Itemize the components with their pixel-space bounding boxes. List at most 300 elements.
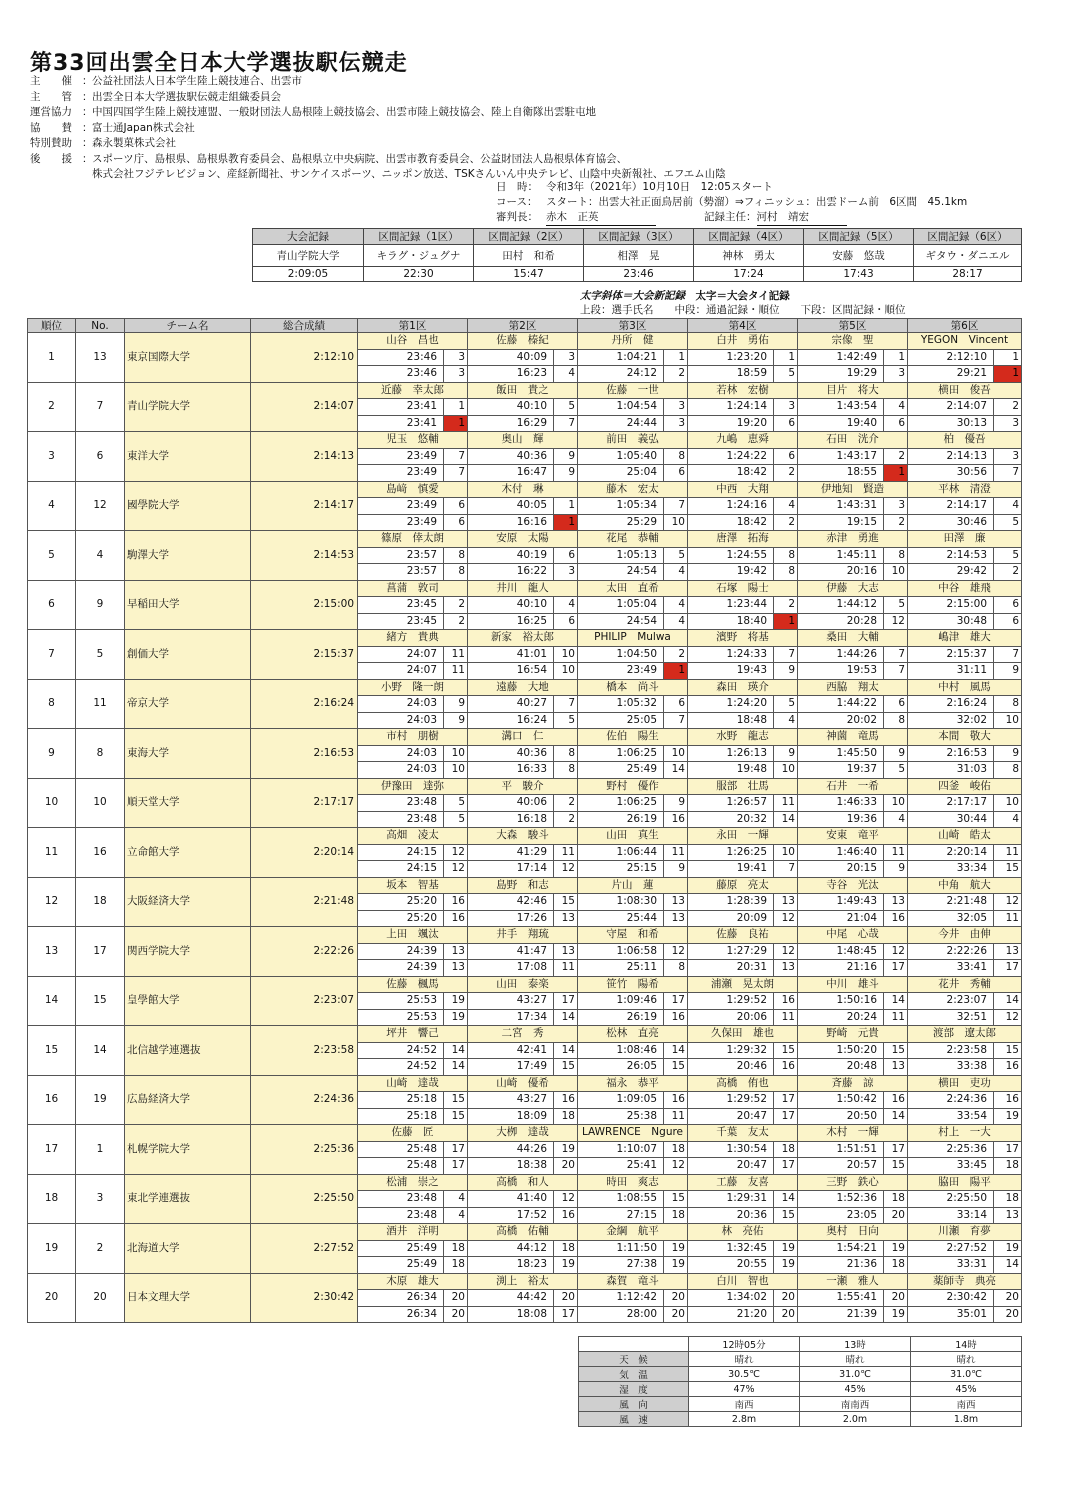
leg-position: 18 xyxy=(884,1257,908,1274)
split-time: 1:26:25 xyxy=(688,844,774,861)
split-position: 11 xyxy=(664,844,688,861)
split-position: 7 xyxy=(884,646,908,663)
runner-name: 新家 裕太郎 xyxy=(468,630,578,647)
leg-time: 30:56 xyxy=(908,465,994,482)
split-position: 9 xyxy=(994,745,1022,762)
leg-position: 13 xyxy=(994,1207,1022,1224)
split-time: 24:03 xyxy=(358,696,444,713)
split-position: 3 xyxy=(554,349,578,366)
leg-time: 23:48 xyxy=(358,1207,444,1224)
split-time: 2:14:53 xyxy=(908,547,994,564)
rank-cell: 5 xyxy=(28,531,76,581)
weather-label: 風 向 xyxy=(579,1397,689,1412)
split-time: 1:43:31 xyxy=(798,498,884,515)
split-position: 4 xyxy=(994,498,1022,515)
split-time: 1:10:07 xyxy=(578,1141,664,1158)
split-time: 1:45:11 xyxy=(798,547,884,564)
split-time: 41:01 xyxy=(468,646,554,663)
split-time: 23:48 xyxy=(358,1191,444,1208)
split-position: 10 xyxy=(554,646,578,663)
weather-value: 南西 xyxy=(689,1397,800,1412)
bib-number-cell: 15 xyxy=(76,976,125,1026)
table-row xyxy=(28,927,1022,944)
leg-time: 32:05 xyxy=(908,910,994,927)
leg-position: 6 xyxy=(664,465,688,482)
organizer-row xyxy=(30,74,726,90)
organizer-label: 後 援 xyxy=(30,152,72,165)
runner-name: 中西 大翔 xyxy=(688,481,798,498)
leg-position: 17 xyxy=(884,960,908,977)
split-time: 40:10 xyxy=(468,597,554,614)
leg-position: 14 xyxy=(664,762,688,779)
leg-position: 7 xyxy=(774,861,798,878)
leg-position: 19 xyxy=(554,1257,578,1274)
split-time: 1:04:21 xyxy=(578,349,664,366)
total-time-cell: 2:12:10 xyxy=(251,333,358,383)
bib-number-cell: 3 xyxy=(76,1174,125,1224)
leg-position: 4 xyxy=(774,712,798,729)
weather-value: 30.5℃ xyxy=(689,1367,800,1382)
team-name-cell: 帝京大学 xyxy=(125,679,251,729)
organizer-label: 主 催 xyxy=(30,75,72,87)
leg-position: 9 xyxy=(994,663,1022,680)
legend-new-record: 太字斜体＝大会新記録 xyxy=(580,290,685,302)
leg-time: 20:48 xyxy=(798,1059,884,1076)
weather-row xyxy=(579,1412,1022,1427)
split-position: 3 xyxy=(444,349,468,366)
split-time: 1:30:54 xyxy=(688,1141,774,1158)
leg-time: 29:21 xyxy=(908,366,994,383)
leg-time: 25:44 xyxy=(578,910,664,927)
runner-name: 川瀬 育夢 xyxy=(908,1224,1022,1241)
split-position: 3 xyxy=(774,399,798,416)
leg-position: 2 xyxy=(664,366,688,383)
page-title: 第33回出雲全日本大学選抜駅伝競走 xyxy=(30,51,408,76)
leg-time: 27:15 xyxy=(578,1207,664,1224)
runner-name: 白井 勇佑 xyxy=(688,333,798,350)
split-time: 1:24:33 xyxy=(688,646,774,663)
split-position: 10 xyxy=(444,745,468,762)
organizer-value: 株式会社フジテレビジョン、産経新聞社、サンケイスポーツ、ニッポン放送、TSKさんいん中央テレビ、山陰中央新報社、エフエム山陰 xyxy=(92,168,726,180)
leg-position: 7 xyxy=(664,712,688,729)
leg-time: 32:02 xyxy=(908,712,994,729)
split-position: 19 xyxy=(884,1240,908,1257)
leg-time: 16:22 xyxy=(468,564,554,581)
leg-time: 25:41 xyxy=(578,1158,664,1175)
split-time: 1:23:44 xyxy=(688,597,774,614)
leg-position: 14 xyxy=(774,811,798,828)
leg-time: 24:52 xyxy=(358,1059,444,1076)
leg-time: 20:06 xyxy=(688,1009,774,1026)
split-position: 4 xyxy=(444,1191,468,1208)
total-time-cell: 2:15:00 xyxy=(251,580,358,630)
organizer-colon xyxy=(82,167,92,183)
rank-cell: 17 xyxy=(28,1125,76,1175)
recorder-value: 河村 靖宏 xyxy=(757,210,847,226)
split-position: 19 xyxy=(554,1141,578,1158)
results-header: チーム名 xyxy=(125,319,251,333)
split-time: 44:12 xyxy=(468,1240,554,1257)
split-time: 2:24:36 xyxy=(908,1092,994,1109)
split-time: 40:36 xyxy=(468,745,554,762)
leg-position: 10 xyxy=(884,564,908,581)
leg-time: 25:48 xyxy=(358,1158,444,1175)
split-position: 3 xyxy=(664,399,688,416)
split-time: 1:06:44 xyxy=(578,844,664,861)
results-header: 総合成績 xyxy=(251,319,358,333)
team-name-cell: 立命館大学 xyxy=(125,828,251,878)
leg-time: 26:05 xyxy=(578,1059,664,1076)
split-position: 17 xyxy=(664,993,688,1010)
runner-name: 市村 朋樹 xyxy=(358,729,468,746)
split-time: 26:34 xyxy=(358,1290,444,1307)
split-position: 7 xyxy=(554,696,578,713)
date-label: 日 時： xyxy=(496,181,538,193)
organizer-row xyxy=(30,105,726,121)
leg-time: 24:07 xyxy=(358,663,444,680)
split-position: 11 xyxy=(884,844,908,861)
table-row xyxy=(28,432,1022,449)
table-row xyxy=(28,976,1022,993)
record-holder: ギタウ・ダニエル xyxy=(914,245,1022,267)
runner-name: 中谷 雄飛 xyxy=(908,580,1022,597)
leg-time: 30:13 xyxy=(908,415,994,432)
leg-position: 16 xyxy=(774,1059,798,1076)
leg-time: 18:09 xyxy=(468,1108,554,1125)
leg-time: 27:38 xyxy=(578,1257,664,1274)
runner-name: 山田 真生 xyxy=(578,828,688,845)
leg-position: 5 xyxy=(554,712,578,729)
runner-name: 西脇 翔太 xyxy=(798,679,908,696)
record-holder: 青山学院大学 xyxy=(253,245,364,267)
runner-name: 村上 一大 xyxy=(908,1125,1022,1142)
leg-time: 33:54 xyxy=(908,1108,994,1125)
bib-number-cell: 4 xyxy=(76,531,125,581)
split-position: 14 xyxy=(444,1042,468,1059)
split-position: 1 xyxy=(774,349,798,366)
team-name-cell: 東京国際大学 xyxy=(125,333,251,383)
leg-position: 13 xyxy=(884,1059,908,1076)
leg-position: 11 xyxy=(994,910,1022,927)
record-holder: 神林 勇太 xyxy=(694,245,804,267)
leg-position: 20 xyxy=(884,1207,908,1224)
team-name-cell: 東北学連選抜 xyxy=(125,1174,251,1224)
referee-value: 赤木 正英 xyxy=(546,210,656,226)
organizer-colon: ： xyxy=(82,75,93,87)
split-position: 1 xyxy=(884,349,908,366)
split-position: 16 xyxy=(444,894,468,911)
split-position: 16 xyxy=(774,993,798,1010)
table-row xyxy=(28,729,1022,746)
split-time: 40:05 xyxy=(468,498,554,515)
split-position: 13 xyxy=(554,943,578,960)
split-position: 5 xyxy=(444,795,468,812)
split-time: 1:28:39 xyxy=(688,894,774,911)
split-time: 1:50:16 xyxy=(798,993,884,1010)
split-time: 1:44:12 xyxy=(798,597,884,614)
runner-name: 高橋 侑也 xyxy=(688,1075,798,1092)
split-position: 4 xyxy=(774,498,798,515)
weather-value: 晴れ xyxy=(911,1352,1022,1367)
results-header: 第2区 xyxy=(468,319,578,333)
runner-name: 永田 一輝 xyxy=(688,828,798,845)
split-time: 1:08:46 xyxy=(578,1042,664,1059)
runner-name: 山崎 優希 xyxy=(468,1075,578,1092)
leg-position: 18 xyxy=(444,1257,468,1274)
runner-name: 石塚 陽士 xyxy=(688,580,798,597)
leg-position: 15 xyxy=(994,861,1022,878)
runner-name: 渡部 遼太郎 xyxy=(908,1026,1022,1043)
leg-time: 25:05 xyxy=(578,712,664,729)
results-header: 第5区 xyxy=(798,319,908,333)
split-position: 12 xyxy=(884,943,908,960)
leg-time: 24:39 xyxy=(358,960,444,977)
organizer-value: 森永製菓株式会社 xyxy=(92,137,176,149)
leg-time: 20:09 xyxy=(688,910,774,927)
split-time: 2:21:48 xyxy=(908,894,994,911)
bib-number-cell: 2 xyxy=(76,1224,125,1274)
leg-time: 18:08 xyxy=(468,1306,554,1323)
bib-number-cell: 10 xyxy=(76,778,125,828)
total-time-cell: 2:30:42 xyxy=(251,1273,358,1323)
total-time-cell: 2:24:36 xyxy=(251,1075,358,1125)
runner-name: 高橋 佑輔 xyxy=(468,1224,578,1241)
split-position: 6 xyxy=(554,547,578,564)
leg-time: 20:16 xyxy=(798,564,884,581)
bib-number-cell: 7 xyxy=(76,382,125,432)
leg-position: 1 xyxy=(444,415,468,432)
split-time: 1:44:26 xyxy=(798,646,884,663)
split-time: 1:12:42 xyxy=(578,1290,664,1307)
leg-position: 5 xyxy=(774,366,798,383)
results-header: 第4区 xyxy=(688,319,798,333)
leg-time: 25:38 xyxy=(578,1108,664,1125)
runner-name: 佐藤 良祐 xyxy=(688,927,798,944)
split-position: 20 xyxy=(774,1290,798,1307)
record-header: 区間記録（1区） xyxy=(364,229,474,245)
split-time: 23:57 xyxy=(358,547,444,564)
bib-number-cell: 16 xyxy=(76,828,125,878)
rank-cell: 1 xyxy=(28,333,76,383)
split-time: 1:51:51 xyxy=(798,1141,884,1158)
runner-name: 笹竹 陽希 xyxy=(578,976,688,993)
weather-table xyxy=(578,1336,1022,1427)
course-label: コース： xyxy=(496,196,538,208)
split-time: 23:46 xyxy=(358,349,444,366)
split-position: 12 xyxy=(664,943,688,960)
leg-time: 18:42 xyxy=(688,514,774,531)
leg-position: 1 xyxy=(884,465,908,482)
split-position: 9 xyxy=(774,745,798,762)
weather-value: 南西 xyxy=(911,1397,1022,1412)
leg-position: 5 xyxy=(994,514,1022,531)
split-position: 11 xyxy=(444,646,468,663)
leg-position: 7 xyxy=(884,663,908,680)
runner-name: 平 駿介 xyxy=(468,778,578,795)
split-position: 16 xyxy=(994,1092,1022,1109)
record-holder: 安藤 悠哉 xyxy=(804,245,914,267)
split-position: 10 xyxy=(994,795,1022,812)
runner-name: 中角 航大 xyxy=(908,877,1022,894)
leg-position: 2 xyxy=(554,811,578,828)
leg-position: 10 xyxy=(664,514,688,531)
runner-name: 橋本 尚斗 xyxy=(578,679,688,696)
total-time-cell: 2:20:14 xyxy=(251,828,358,878)
leg-position: 11 xyxy=(664,1108,688,1125)
runner-name: 平林 清澄 xyxy=(908,481,1022,498)
split-position: 7 xyxy=(774,646,798,663)
split-position: 2 xyxy=(994,399,1022,416)
runner-name: 大森 駿斗 xyxy=(468,828,578,845)
split-time: 1:04:50 xyxy=(578,646,664,663)
split-position: 11 xyxy=(994,844,1022,861)
team-name-cell: 大阪経済大学 xyxy=(125,877,251,927)
runner-name: 山崎 皓太 xyxy=(908,828,1022,845)
leg-time: 25:49 xyxy=(358,1257,444,1274)
leg-position: 15 xyxy=(554,1059,578,1076)
runner-name: 松浦 崇之 xyxy=(358,1174,468,1191)
results-header: 順位 xyxy=(28,319,76,333)
split-position: 20 xyxy=(884,1290,908,1307)
organizer-colon: ： xyxy=(82,121,93,134)
runner-name: 本間 敬大 xyxy=(908,729,1022,746)
leg-position: 6 xyxy=(774,415,798,432)
runner-name: 若林 宏樹 xyxy=(688,382,798,399)
runner-name: 福永 恭平 xyxy=(578,1075,688,1092)
weather-time: 12時05分 xyxy=(689,1337,800,1352)
leg-time: 26:19 xyxy=(578,1009,664,1026)
runner-name: 安東 竜平 xyxy=(798,828,908,845)
split-time: 1:50:20 xyxy=(798,1042,884,1059)
leg-time: 30:44 xyxy=(908,811,994,828)
leg-position: 4 xyxy=(444,1207,468,1224)
team-name-cell: 北信越学連選抜 xyxy=(125,1026,251,1076)
leg-position: 5 xyxy=(444,811,468,828)
leg-time: 25:11 xyxy=(578,960,664,977)
leg-position: 2 xyxy=(774,465,798,482)
runner-name: 伊藤 大志 xyxy=(798,580,908,597)
leg-position: 17 xyxy=(444,1158,468,1175)
split-time: 40:27 xyxy=(468,696,554,713)
leg-time: 16:54 xyxy=(468,663,554,680)
record-time: 15:47 xyxy=(474,267,584,282)
split-time: 1:04:54 xyxy=(578,399,664,416)
runner-name: 大栁 達哉 xyxy=(468,1125,578,1142)
split-time: 24:07 xyxy=(358,646,444,663)
split-time: 40:09 xyxy=(468,349,554,366)
leg-time: 20:47 xyxy=(688,1158,774,1175)
leg-time: 25:18 xyxy=(358,1108,444,1125)
runner-name: 横田 俊吾 xyxy=(908,382,1022,399)
runner-name: 石田 洸介 xyxy=(798,432,908,449)
organizer-colon: ： xyxy=(82,152,93,165)
leg-position: 15 xyxy=(664,1059,688,1076)
rank-cell: 3 xyxy=(28,432,76,482)
leg-time: 21:36 xyxy=(798,1257,884,1274)
runner-name: PHILIP Mulwa xyxy=(578,630,688,647)
split-time: 1:06:25 xyxy=(578,745,664,762)
rank-cell: 9 xyxy=(28,729,76,779)
split-time: 1:46:40 xyxy=(798,844,884,861)
record-header: 区間記録（6区） xyxy=(914,229,1022,245)
organizer-label xyxy=(30,167,82,183)
split-position: 20 xyxy=(554,1290,578,1307)
leg-position: 12 xyxy=(774,910,798,927)
team-name-cell: 札幌学院大学 xyxy=(125,1125,251,1175)
split-position: 5 xyxy=(554,399,578,416)
leg-position: 17 xyxy=(774,1158,798,1175)
weather-label: 天 候 xyxy=(579,1352,689,1367)
leg-position: 11 xyxy=(774,1009,798,1026)
leg-position: 9 xyxy=(444,712,468,729)
bib-number-cell: 8 xyxy=(76,729,125,779)
leg-position: 13 xyxy=(774,960,798,977)
runner-name: 渕上 裕太 xyxy=(468,1273,578,1290)
results-header: No. xyxy=(76,319,125,333)
table-row xyxy=(28,1273,1022,1290)
leg-position: 3 xyxy=(664,415,688,432)
leg-time: 16:23 xyxy=(468,366,554,383)
runner-name: 唐澤 拓海 xyxy=(688,531,798,548)
rank-cell: 19 xyxy=(28,1224,76,1274)
runner-name: 木付 琳 xyxy=(468,481,578,498)
organizer-colon: ： xyxy=(82,137,93,149)
runner-name: 藤木 宏太 xyxy=(578,481,688,498)
leg-position: 1 xyxy=(994,366,1022,383)
total-time-cell: 2:25:50 xyxy=(251,1174,358,1224)
runner-name: 二宮 秀 xyxy=(468,1026,578,1043)
split-position: 4 xyxy=(664,597,688,614)
split-position: 17 xyxy=(554,993,578,1010)
leg-time: 33:38 xyxy=(908,1059,994,1076)
split-time: 2:16:24 xyxy=(908,696,994,713)
leg-position: 18 xyxy=(554,1108,578,1125)
split-position: 8 xyxy=(554,745,578,762)
split-position: 2 xyxy=(554,795,578,812)
record-time: 23:46 xyxy=(584,267,694,282)
runner-name: 中村 風馬 xyxy=(908,679,1022,696)
split-position: 2 xyxy=(884,448,908,465)
split-time: 40:36 xyxy=(468,448,554,465)
table-row xyxy=(28,679,1022,696)
split-time: 41:40 xyxy=(468,1191,554,1208)
leg-time: 26:19 xyxy=(578,811,664,828)
leg-time: 18:38 xyxy=(468,1158,554,1175)
record-holder: 田村 和希 xyxy=(474,245,584,267)
leg-position: 2 xyxy=(884,514,908,531)
results-table xyxy=(27,318,1022,1323)
split-time: 1:05:13 xyxy=(578,547,664,564)
split-position: 15 xyxy=(554,894,578,911)
split-time: 24:03 xyxy=(358,745,444,762)
split-position: 17 xyxy=(774,1092,798,1109)
leg-position: 4 xyxy=(664,613,688,630)
leg-time: 25:15 xyxy=(578,861,664,878)
organizer-row xyxy=(30,90,726,106)
weather-value: 31.0℃ xyxy=(800,1367,911,1382)
split-time: 41:47 xyxy=(468,943,554,960)
split-time: 25:18 xyxy=(358,1092,444,1109)
leg-time: 16:16 xyxy=(468,514,554,531)
team-name-cell: 広島経済大学 xyxy=(125,1075,251,1125)
leg-time: 21:39 xyxy=(798,1306,884,1323)
leg-time: 25:49 xyxy=(578,762,664,779)
split-time: 1:05:32 xyxy=(578,696,664,713)
leg-time: 19:29 xyxy=(798,366,884,383)
runner-name: 宗像 聖 xyxy=(798,333,908,350)
leg-time: 17:34 xyxy=(468,1009,554,1026)
leg-time: 20:32 xyxy=(688,811,774,828)
